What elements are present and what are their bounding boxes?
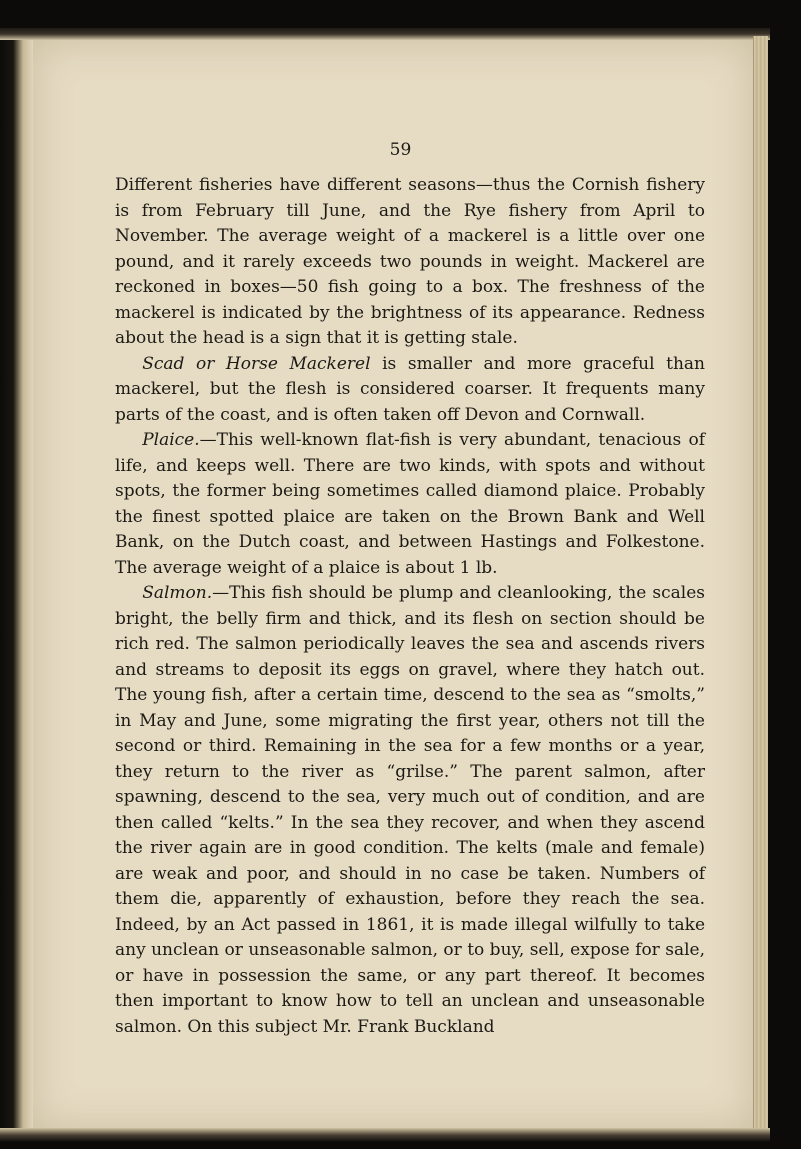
body-text <box>115 173 705 1040</box>
paragraph-lead: Plaice. <box>142 430 200 450</box>
paragraph-mackerel <box>115 173 705 352</box>
paragraph-lead: Scad or Horse Mackerel <box>142 353 371 374</box>
book-gutter <box>0 40 33 1140</box>
page-number: 59 <box>389 140 412 160</box>
paragraph-text: Different fisheries have different seasons—thus the Cornish fishery is from February till June, and the Rye fishery from April to November. The average weight of a mackerel is a little over one pound, and it rarely exceeds two pounds in weight. Mackerel are reckoned in boxes—50 fish going to a box. The freshness of the mackerel is indicated by the brightness of its appearance. Redness about the head is a sign that it is getting stale. <box>115 175 705 348</box>
paragraph-scad <box>115 352 705 429</box>
paragraph-text: is smaller and more graceful than mackerel, but the flesh is considered coarser. It frequents many parts of the coast, and is often taken off Devon and Cornwall. <box>115 353 705 425</box>
paragraph-text: —This fish should be plump and cleanlooking, the scales bright, the belly firm and thick, and its flesh on section should be rich red. The salmon periodically leaves the sea and ascends rivers and streams to deposit its eggs on gravel, where they hatch out. The young fish, after a certain time, descend to the sea as “smolts,” in May and June, some migrating the first year, others not till the second or third. Remaining in the sea for a few months or a year, they return to the river as “grilse.” The parent salmon, after spawning, descend to the sea, very much out of condition, and are then called “kelts.” In the sea they recover, and when they ascend the river again are in good condition. The kelts (male and female) are weak and poor, and should in no case be taken. Numbers of them die, apparently of exhaustion, before they reach the sea. Indeed, by an Act passed in 1861, it is made illegal wilfully to take any unclean or unseasonable salmon, or to buy, sell, expose for sale, or have in possession the same, or any part thereof. It becomes then important to know how to tell an unclean and unseasonable salmon. On this subject Mr. Frank Buckland <box>115 583 705 1037</box>
book-fore-edge <box>753 36 768 1136</box>
paragraph-plaice <box>115 428 705 581</box>
paragraph-text: —This well-known flat-fish is very abundant, tenacious of life, and keeps well. There are two kinds, with spots and without spots, the former being sometimes called diamond plaice. Probably the finest spotted plaice are taken on the Brown Bank and Well Bank, on the Dutch coast, and between Hastings and Folkestone. The average weight of a plaice is about 1 lb. <box>115 430 705 578</box>
book-bottom-edge <box>0 1128 770 1142</box>
paragraph-lead: Salmon. <box>142 583 213 603</box>
paragraph-salmon <box>115 581 705 1040</box>
book-top-edge <box>0 28 770 40</box>
